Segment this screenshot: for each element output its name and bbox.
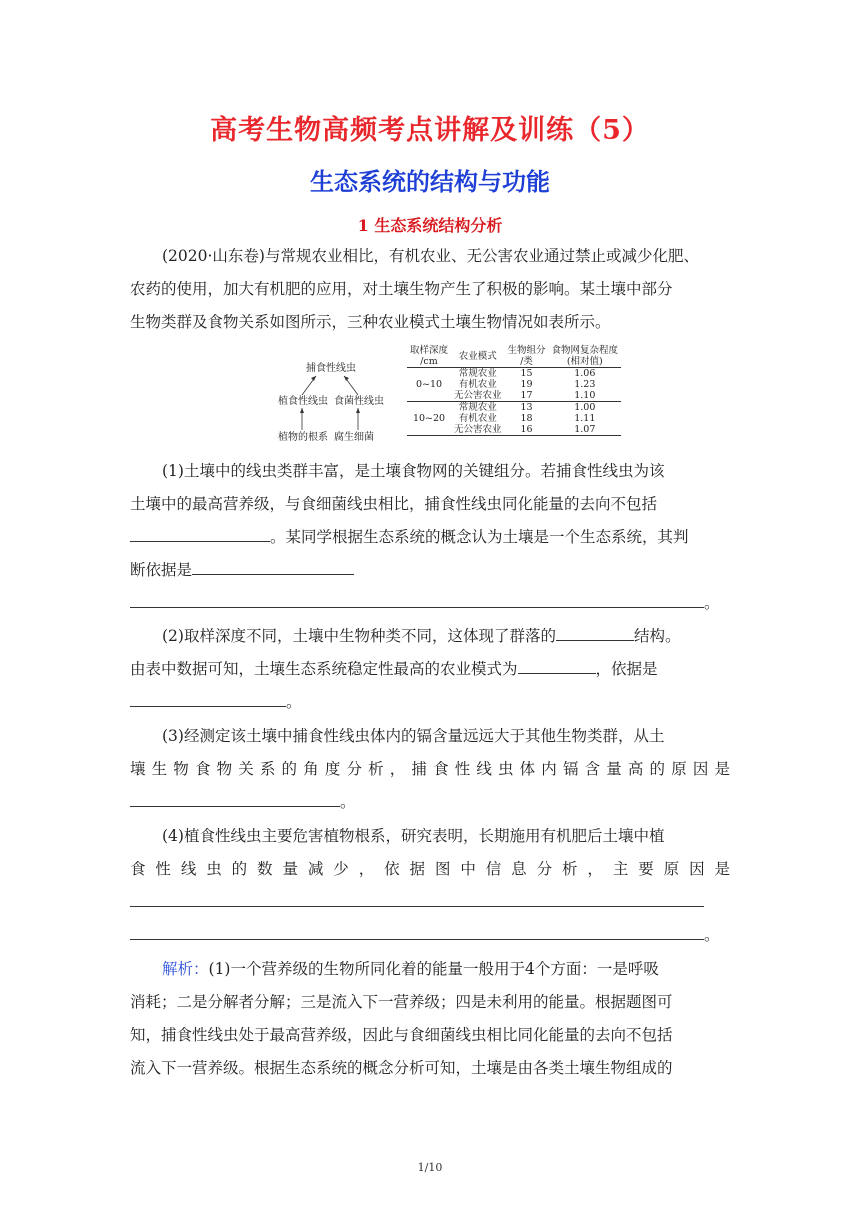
analysis-line: 知，捕食性线虫处于最高营养级，因此与食细菌线虫相比同化能量的去向不包括 — [130, 1026, 673, 1044]
question-4 — [130, 820, 730, 952]
question-line: 。 — [130, 587, 730, 620]
question-2 — [130, 620, 730, 719]
question-1 — [130, 455, 730, 620]
intro-paragraph — [130, 240, 730, 339]
header-complexity: 食物网复杂程度 (相对值) — [551, 345, 619, 367]
header-depth: 取样深度 /cm — [410, 345, 449, 367]
components-cell: 15 — [520, 368, 533, 379]
question-line: (2)取样深度不同，土壤中生物种类不同，这体现了群落的 结构。 — [130, 620, 730, 653]
mode-cell: 有机农业 — [458, 413, 497, 424]
answer-blank[interactable] — [556, 622, 634, 641]
components-cell: 18 — [520, 413, 533, 424]
complexity-cell: 1.06 — [574, 368, 596, 379]
header-mode: 农业模式 — [458, 350, 497, 362]
complexity-cell: 1.10 — [574, 390, 596, 401]
mode-cell: 常规农业 — [458, 402, 497, 413]
table-row — [407, 402, 621, 414]
question-line: 由表中数据可知，土壤生态系统稳定性最高的农业模式为 ，依据是 — [130, 653, 730, 686]
depth-cell: 10~20 — [412, 413, 446, 424]
answer-blank[interactable] — [130, 523, 270, 542]
mode-cell: 有机农业 — [458, 379, 497, 390]
intro-line: 农药的使用，加大有机肥的应用，对土壤生物产生了积极的影响。某土壤中部分 — [130, 280, 673, 298]
question-3 — [130, 720, 730, 819]
question-line: (4)植食性线虫主要危害植物根系，研究表明，长期施用有机肥后土壤中植 — [162, 827, 665, 845]
complexity-cell: 1.00 — [574, 402, 596, 413]
table-row — [407, 368, 621, 380]
complexity-cell: 1.11 — [574, 413, 596, 424]
question-line: (1)土壤中的线虫类群丰富，是土壤食物网的关键组分。若捕食性线虫为该 — [162, 462, 665, 480]
question-line — [130, 886, 730, 919]
question-line: 土壤中的最高营养级，与食细菌线虫相比，捕食性线虫同化能量的去向不包括 — [130, 495, 658, 513]
question-line: (3)经测定该土壤中捕食性线虫体内的镉含量远远大于其他生物类群，从土 — [162, 727, 665, 745]
page-title: 高考生物高频考点讲解及训练（5） — [210, 115, 650, 146]
intro-line: 生物类群及食物关系如图所示，三种农业模式土壤生物情况如表所示。 — [130, 313, 611, 331]
node-saprophytic-bacteria: 腐生细菌 — [334, 432, 374, 443]
components-cell: 13 — [520, 402, 533, 413]
answer-blank[interactable] — [130, 888, 704, 907]
complexity-cell: 1.23 — [574, 379, 596, 390]
node-predatory-nematode: 捕食性线虫 — [306, 363, 356, 374]
question-line: 食性线虫的数量减少，依据图中信息分析，主要原因是 — [130, 860, 730, 878]
analysis-line: 解析：(1)一个营养级的生物所同化着的能量一般用于4个方面：一是呼吸 — [162, 960, 659, 978]
page-number: 1/10 — [417, 1161, 443, 1174]
answer-blank[interactable] — [518, 655, 596, 674]
answer-blank[interactable] — [130, 589, 704, 608]
components-cell: 17 — [520, 390, 533, 401]
depth-cell: 0~10 — [415, 379, 443, 390]
question-line: 。 — [130, 919, 730, 952]
mode-cell: 无公害农业 — [454, 390, 502, 401]
intro-line: (2020·山东卷)与常规农业相比，有机农业、无公害农业通过禁止或减少化肥、 — [162, 247, 699, 265]
answer-blank[interactable] — [130, 788, 340, 807]
analysis-line: 消耗；二是分解者分解；三是流入下一营养级；四是未利用的能量。根据题图可 — [130, 993, 673, 1011]
mode-cell: 无公害农业 — [454, 424, 502, 435]
node-herbivorous-nematode: 植食性线虫 — [278, 396, 328, 407]
node-bacterivorous-nematode: 食菌性线虫 — [334, 396, 384, 407]
components-cell: 19 — [520, 379, 533, 390]
table-header-row — [407, 345, 621, 368]
answer-blank[interactable] — [130, 921, 704, 940]
analysis-line: 流入下一营养级。根据生态系统的概念分析可知，土壤是由各类土壤生物组成的 — [130, 1059, 673, 1077]
question-line: 壤生物食物关系的角度分析，捕食性线虫体内镉含量高的原因是 — [130, 760, 730, 778]
answer-blank[interactable] — [130, 688, 286, 707]
node-plant-roots: 植物的根系 — [278, 432, 328, 443]
question-line: 断依据是 — [130, 554, 730, 587]
answer-blank[interactable] — [192, 556, 354, 575]
analysis-label: 解析： — [162, 960, 209, 978]
data-table — [407, 345, 621, 436]
food-web-arrowheads — [300, 376, 360, 413]
header-components: 生物组分 /类 — [507, 345, 546, 367]
complexity-cell: 1.07 — [574, 424, 596, 435]
analysis-paragraph — [130, 953, 730, 1085]
mode-cell: 常规农业 — [458, 368, 497, 379]
page-subtitle: 生态系统的结构与功能 — [310, 167, 550, 196]
section-heading: 1 生态系统结构分析 — [357, 216, 503, 235]
components-cell: 16 — [520, 424, 533, 435]
question-line: 。 — [130, 686, 730, 719]
question-line: 。某同学根据生态系统的概念认为土壤是一个生态系统，其判 — [130, 521, 730, 554]
question-line: 。 — [130, 786, 730, 819]
